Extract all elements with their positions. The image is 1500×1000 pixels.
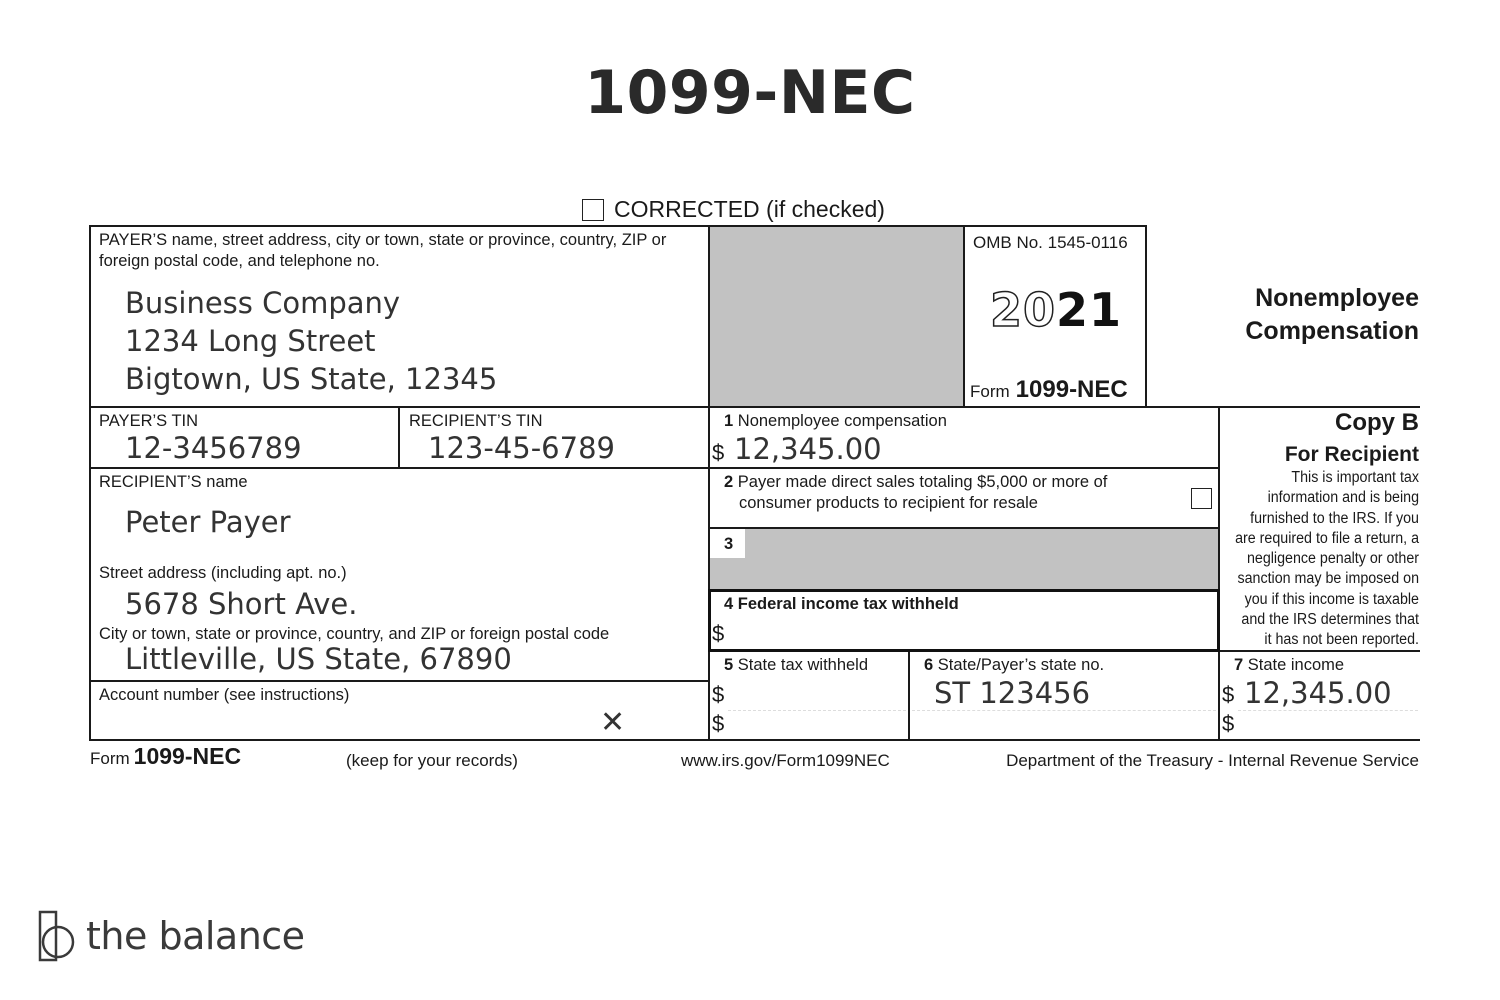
box7-dashed-divider bbox=[1238, 710, 1418, 711]
tax-year-outline: 20 bbox=[989, 283, 1056, 337]
payer-tin-value: 12-3456789 bbox=[125, 431, 302, 465]
row-divider-1 bbox=[89, 406, 1420, 408]
tin-divider bbox=[398, 406, 400, 468]
box7-currency-1: $ bbox=[1222, 682, 1235, 707]
box5-currency-1: $ bbox=[712, 682, 725, 707]
form-left-border bbox=[89, 225, 91, 741]
box3-number: 3 bbox=[724, 535, 734, 553]
box7-value: 12,345.00 bbox=[1244, 676, 1392, 710]
account-divider bbox=[89, 680, 709, 682]
form-name bbox=[970, 376, 1128, 404]
omb-number: OMB No. 1545-0116 bbox=[973, 233, 1128, 252]
side-title-line1: Nonemployee bbox=[1255, 284, 1419, 312]
box1-label: 1 Nonemployee compensation bbox=[724, 412, 947, 430]
account-label: Account number (see instructions) bbox=[99, 686, 350, 704]
tax-year bbox=[966, 283, 1146, 337]
box5-dashed-divider bbox=[728, 710, 906, 711]
form-name-bold: 1099-NEC bbox=[1015, 376, 1128, 403]
form-side-title bbox=[1245, 282, 1419, 348]
corrected-checkbox-row[interactable] bbox=[582, 196, 885, 223]
copy-title: Copy B bbox=[1335, 409, 1419, 436]
recipient-tin-label: RECIPIENT’S TIN bbox=[409, 412, 543, 430]
box2-label-line2: consumer products to recipient for resale bbox=[739, 494, 1038, 512]
payer-street: 1234 Long Street bbox=[125, 324, 376, 358]
copy-subtitle: For Recipient bbox=[1284, 443, 1419, 466]
recipient-name-value: Peter Payer bbox=[125, 505, 291, 539]
box5-currency-2: $ bbox=[712, 711, 725, 736]
brand-logo bbox=[38, 910, 305, 962]
corrected-label: CORRECTED (if checked) bbox=[614, 196, 885, 222]
brand-name: the balance bbox=[86, 914, 305, 958]
box1-currency: $ bbox=[712, 440, 725, 465]
footer-keep-note: (keep for your records) bbox=[346, 751, 518, 770]
side-title-line2: Compensation bbox=[1245, 317, 1419, 345]
street-value: 5678 Short Ave. bbox=[125, 587, 358, 621]
box6-value: ST 123456 bbox=[934, 676, 1091, 710]
payer-tin-label: PAYER’S TIN bbox=[99, 412, 199, 430]
form-label: Form bbox=[970, 382, 1010, 401]
city-label: City or town, state or province, country, and ZIP or foreign postal code bbox=[99, 625, 610, 643]
box1-value: 12,345.00 bbox=[734, 432, 882, 466]
recipient-tin-value: 123-45-6789 bbox=[428, 431, 615, 465]
box7-currency-2: $ bbox=[1222, 711, 1235, 736]
box4-currency: $ bbox=[712, 621, 725, 646]
payer-city: Bigtown, US State, 12345 bbox=[125, 362, 498, 396]
page-title: 1099-NEC bbox=[584, 58, 916, 128]
state-divider bbox=[908, 650, 910, 741]
box3-shaded bbox=[710, 529, 1218, 589]
close-icon: ✕ bbox=[600, 705, 626, 740]
box4-label: 4 Federal income tax withheld bbox=[724, 595, 959, 613]
footer-department: Department of the Treasury - Internal Revenue Service bbox=[1006, 751, 1419, 770]
payer-name: Business Company bbox=[125, 286, 401, 320]
copy-notice: This is important tax information and is being furnished to the IRS. If you are required to file a return, a negligence penalty or other sanction may be imposed on you if this income is taxable and the IRS determines that it has not been reported. bbox=[1235, 469, 1419, 649]
footer-url[interactable]: www.irs.gov/Form1099NEC bbox=[681, 751, 890, 770]
box1-bottom bbox=[708, 467, 1219, 469]
box7-label: 7 State income bbox=[1234, 656, 1345, 674]
shaded-area-top bbox=[710, 227, 963, 406]
tax-year-solid: 21 bbox=[1056, 283, 1123, 337]
payer-label: PAYER’S name, street address, city or town, state or province, country, ZIP or foreign postal code, and telephone no. bbox=[99, 231, 667, 270]
form-top-border bbox=[89, 225, 1147, 227]
street-label: Street address (including apt. no.) bbox=[99, 564, 347, 582]
city-value: Littleville, US State, 67890 bbox=[125, 642, 512, 676]
box5-label: 5 State tax withheld bbox=[724, 656, 869, 674]
footer-form-name: Form 1099-NEC bbox=[90, 743, 242, 769]
corrected-checkbox[interactable] bbox=[582, 199, 604, 221]
box2-checkbox[interactable] bbox=[1191, 488, 1212, 509]
box6-label: 6 State/Payer’s state no. bbox=[924, 656, 1105, 674]
copy-column-divider bbox=[1218, 406, 1220, 741]
box6-dashed-divider bbox=[912, 710, 1216, 711]
box2-label-line1: 2 Payer made direct sales totaling $5,000 or more of bbox=[724, 473, 1108, 491]
balance-logo-icon bbox=[38, 910, 76, 962]
recipient-name-label: RECIPIENT’S name bbox=[99, 473, 248, 491]
omb-left-divider bbox=[963, 225, 965, 407]
form-bottom-border bbox=[89, 739, 1420, 741]
